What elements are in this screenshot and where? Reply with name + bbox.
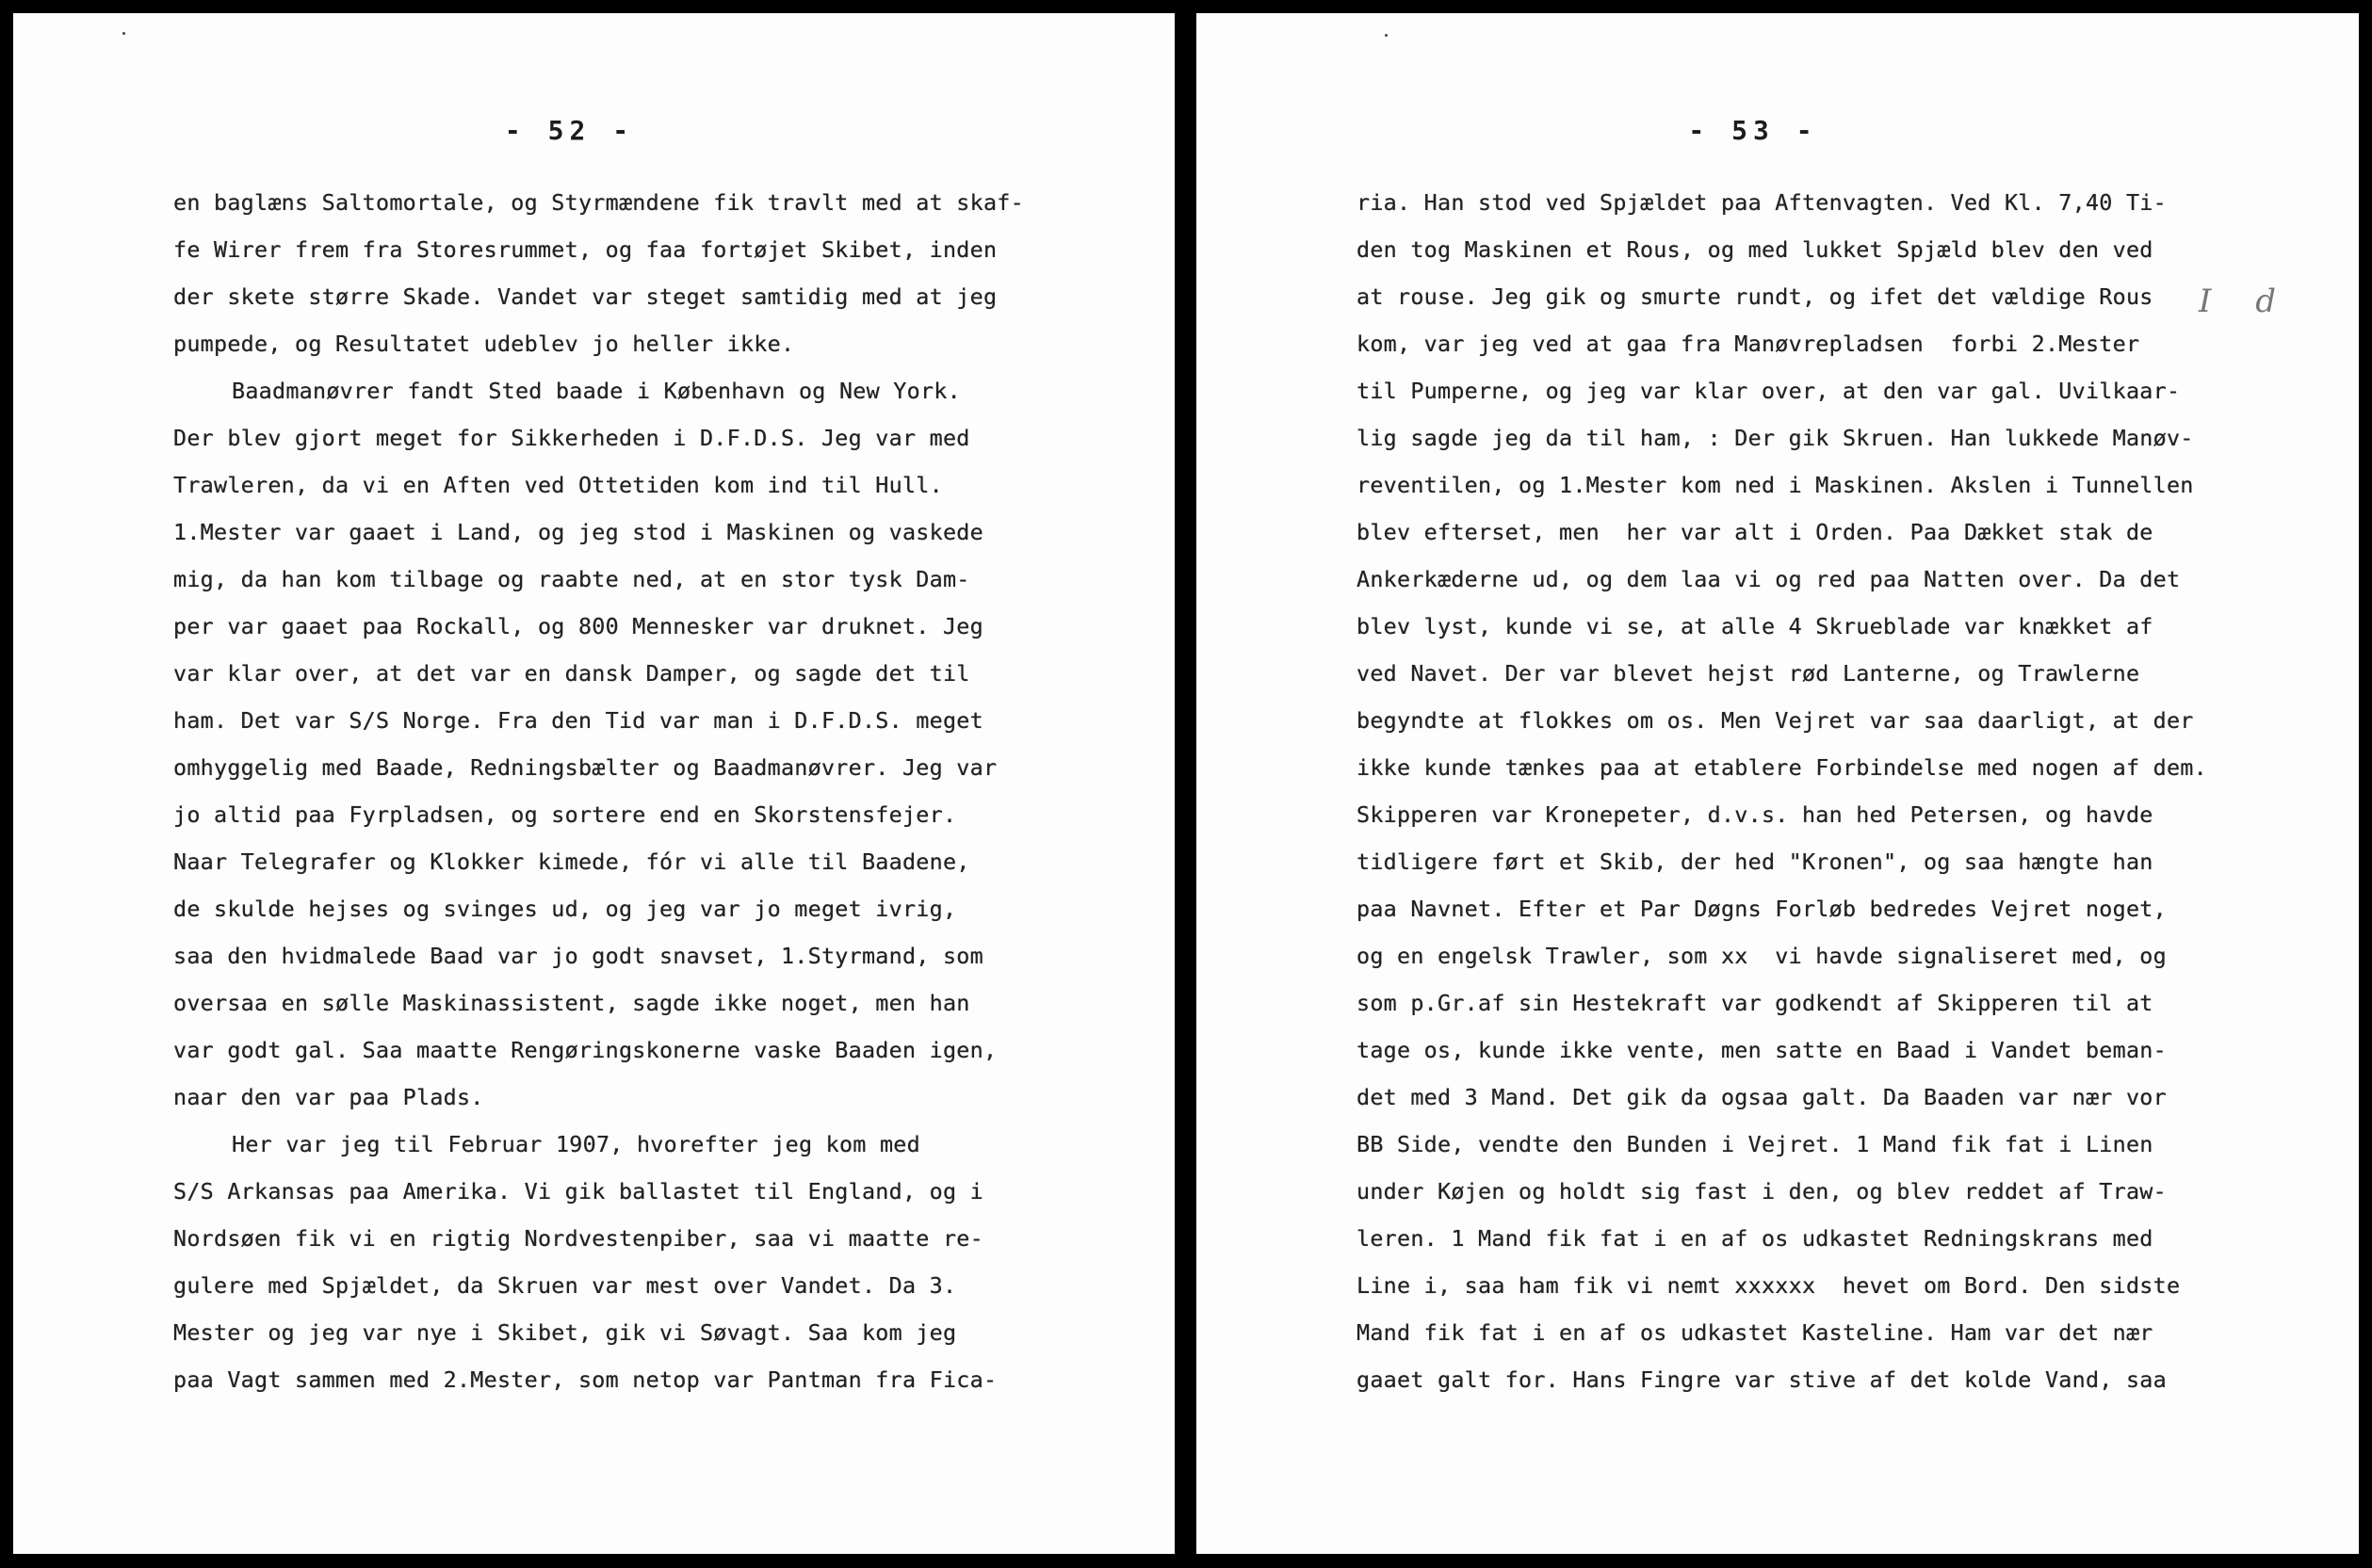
text-line: Mand fik fat i en af os udkastet Kasteline. Ham var det nær: [1357, 1319, 2153, 1346]
text-line: Trawleren, da vi en Aften ved Ottetiden kom ind til Hull.: [173, 472, 943, 498]
page-text: [1357, 179, 2207, 1403]
text-line: pumpede, og Resultatet udeblev jo heller ikke.: [173, 331, 795, 357]
text-line: mig, da han kom tilbage og raabte ned, at en stor tysk Dam-: [173, 566, 970, 592]
left-page: [13, 13, 1175, 1554]
text-line: gulere med Spjældet, da Skruen var mest over Vandet. Da 3.: [173, 1272, 957, 1299]
page-text: [173, 179, 1024, 1403]
text-line: ikke kunde tænkes paa at etablere Forbindelse med nogen af dem.: [1357, 754, 2207, 781]
paper-speck: [1385, 34, 1388, 37]
text-line: det med 3 Mand. Det gik da ogsaa galt. Da Baaden var nær vor: [1357, 1084, 2167, 1110]
text-line: ria. Han stod ved Spjældet paa Aftenvagten. Ved Kl. 7,40 Ti-: [1357, 189, 2167, 216]
text-line: oversaa en sølle Maskinassistent, sagde ikke noget, men han: [173, 990, 970, 1016]
text-line: og en engelsk Trawler, som xx vi havde signaliseret med, og: [1357, 943, 2167, 969]
text-line: paa Navnet. Efter et Par Døgns Forløb bedredes Vejret noget,: [1357, 896, 2167, 922]
right-page: [1196, 13, 2359, 1554]
text-line: S/S Arkansas paa Amerika. Vi gik ballastet til England, og i: [173, 1178, 983, 1204]
text-line: gaaet galt for. Hans Fingre var stive af det kolde Vand, saa: [1357, 1366, 2167, 1393]
text-line: ved Navet. Der var blevet hejst rød Lanterne, og Trawlerne: [1357, 660, 2140, 687]
text-line: Mester og jeg var nye i Skibet, gik vi Søvagt. Saa kom jeg: [173, 1319, 957, 1346]
text-line: fe Wirer frem fra Storesrummet, og faa fortøjet Skibet, inden: [173, 236, 998, 263]
text-line: jo altid paa Fyrpladsen, og sortere end en Skorstensfejer.: [173, 801, 957, 828]
text-line: at rouse. Jeg gik og smurte rundt, og ifet det vældige Rous: [1357, 283, 2153, 310]
text-line: Line i, saa ham fik vi nemt xxxxxx hevet om Bord. Den sidste: [1357, 1272, 2181, 1299]
text-line: som p.Gr.af sin Hestekraft var godkendt af Skipperen til at: [1357, 990, 2153, 1016]
text-line: per var gaaet paa Rockall, og 800 Mennesker var druknet. Jeg: [173, 613, 983, 639]
text-line: den tog Maskinen et Rous, og med lukket Spjæld blev den ved: [1357, 236, 2153, 263]
paper-speck: [122, 32, 125, 35]
text-line: en baglæns Saltomortale, og Styrmændene fik travlt med at skaf-: [173, 189, 1024, 216]
text-line: Her var jeg til Februar 1907, hvorefter jeg kom med: [232, 1131, 920, 1157]
text-line: Ankerkæderne ud, og dem laa vi og red paa Natten over. Da det: [1357, 566, 2181, 592]
text-line: til Pumperne, og jeg var klar over, at den var gal. Uvilkaar-: [1357, 378, 2181, 404]
text-line: naar den var paa Plads.: [173, 1084, 484, 1110]
text-line: kom, var jeg ved at gaa fra Manøvrepladsen forbi 2.Mester: [1357, 331, 2140, 357]
text-line: ham. Det var S/S Norge. Fra den Tid var man i D.F.D.S. meget: [173, 707, 983, 734]
text-line: de skulde hejses og svinges ud, og jeg var jo meget ivrig,: [173, 896, 957, 922]
text-line: reventilen, og 1.Mester kom ned i Maskinen. Akslen i Tunnellen: [1357, 472, 2194, 498]
text-line: Naar Telegrafer og Klokker kimede, fór vi alle til Baadene,: [173, 849, 970, 875]
text-line: Der blev gjort meget for Sikkerheden i D.F.D.S. Jeg var med: [173, 425, 970, 451]
page-number: - 53 -: [1688, 115, 1818, 146]
text-line: under Køjen og holdt sig fast i den, og blev reddet af Traw-: [1357, 1178, 2167, 1204]
text-line: der skete større Skade. Vandet var steget samtidig med at jeg: [173, 283, 998, 310]
text-line: Baadmanøvrer fandt Sted baade i København og New York.: [232, 378, 961, 404]
text-line: blev lyst, kunde vi se, at alle 4 Skrueblade var knækket af: [1357, 613, 2153, 639]
text-line: 1.Mester var gaaet i Land, og jeg stod i Maskinen og vaskede: [173, 519, 983, 545]
text-line: tage os, kunde ikke vente, men satte en Baad i Vandet beman-: [1357, 1037, 2167, 1063]
handwritten-margin-note: I d: [2198, 283, 2293, 320]
text-line: var klar over, at det var en dansk Damper, og sagde det til: [173, 660, 970, 687]
text-line: Skipperen var Kronepeter, d.v.s. han hed Petersen, og havde: [1357, 801, 2153, 828]
text-line: paa Vagt sammen med 2.Mester, som netop var Pantman fra Fica-: [173, 1366, 998, 1393]
text-line: Nordsøen fik vi en rigtig Nordvestenpiber, saa vi maatte re-: [173, 1225, 983, 1252]
text-line: omhyggelig med Baade, Redningsbælter og Baadmanøvrer. Jeg var: [173, 754, 998, 781]
text-line: leren. 1 Mand fik fat i en af os udkastet Redningskrans med: [1357, 1225, 2153, 1252]
page-number: - 52 -: [504, 115, 635, 146]
text-line: lig sagde jeg da til ham, : Der gik Skruen. Han lukkede Manøv-: [1357, 425, 2194, 451]
text-line: saa den hvidmalede Baad var jo godt snavset, 1.Styrmand, som: [173, 943, 983, 969]
text-line: var godt gal. Saa maatte Rengøringskonerne vaske Baaden igen,: [173, 1037, 998, 1063]
text-line: tidligere ført et Skib, der hed "Kronen", og saa hængte han: [1357, 849, 2153, 875]
text-line: BB Side, vendte den Bunden i Vejret. 1 Mand fik fat i Linen: [1357, 1131, 2153, 1157]
text-line: blev efterset, men her var alt i Orden. Paa Dækket stak de: [1357, 519, 2153, 545]
text-line: begyndte at flokkes om os. Men Vejret var saa daarligt, at der: [1357, 707, 2194, 734]
